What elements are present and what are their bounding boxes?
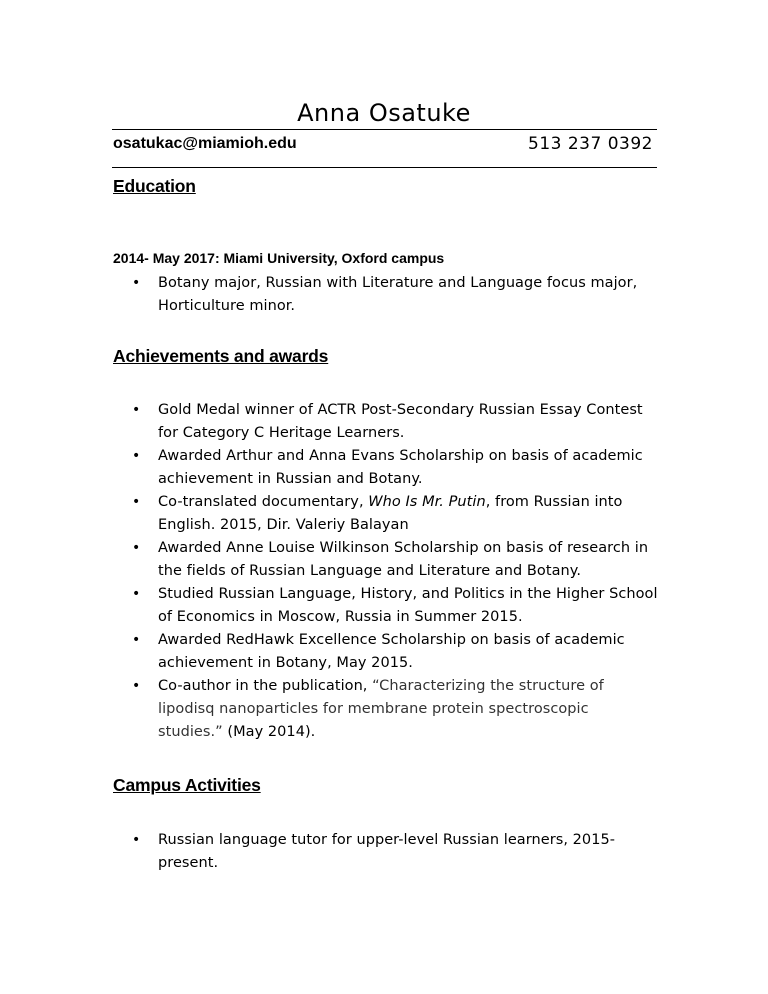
- education-entry: 2014- May 2017: Miami University, Oxford campus: [113, 250, 445, 266]
- documentary-title: Who Is Mr. Putin: [368, 494, 486, 510]
- bullet-icon: •: [132, 586, 141, 602]
- education-heading: Education: [113, 176, 196, 196]
- achievements-heading: Achievements and awards: [113, 346, 329, 366]
- list-item: • Studied Russian Language, History, and Politics in the Higher School of Economics in Moscow, Russia in Summer 2015.: [0, 583, 658, 629]
- list-item: • Co-author in the publication, “Characterizing the structure of lipodisq nanoparticles for membrane protein spectroscopic studies.” (May 2014).: [0, 675, 658, 744]
- list-item: • Awarded RedHawk Excellence Scholarship on basis of academic achievement in Botany, May 2015.: [0, 629, 658, 675]
- top-divider: [112, 129, 657, 130]
- bullet-icon: •: [132, 402, 141, 418]
- bottom-divider: [112, 167, 657, 168]
- bullet-icon: •: [132, 494, 141, 510]
- bullet-icon: •: [132, 832, 141, 848]
- achievements-list: [0, 399, 768, 744]
- publication-title: “Characterizing the structure of lipodisq nanoparticles for membrane protein spectroscopic studies.”: [158, 678, 604, 740]
- list-item: • Botany major, Russian with Literature and Language focus major, Horticulture minor.: [0, 272, 658, 318]
- resume-name: Anna Osatuke: [297, 99, 471, 127]
- list-item: • Awarded Anne Louise Wilkinson Scholarship on basis of research in the fields of Russian Language and Literature and Botany.: [0, 537, 658, 583]
- list-item: • Gold Medal winner of ACTR Post-Secondary Russian Essay Contest for Category C Heritage Learners.: [0, 399, 658, 445]
- bullet-icon: •: [132, 540, 141, 556]
- bullet-icon: •: [132, 678, 141, 694]
- list-item: • Awarded Arthur and Anna Evans Scholarship on basis of academic achievement in Russian and Botany.: [0, 445, 658, 491]
- campus-activities-heading: Campus Activities: [113, 775, 261, 795]
- bullet-icon: •: [132, 275, 141, 291]
- campus-list: [0, 829, 768, 875]
- list-item: • Russian language tutor for upper-level Russian learners, 2015-present.: [0, 829, 658, 875]
- bullet-icon: •: [132, 632, 141, 648]
- bullet-icon: •: [132, 448, 141, 464]
- contact-email[interactable]: osatukac@miamioh.edu: [113, 135, 297, 152]
- education-list: [0, 272, 768, 318]
- list-item: • Co-translated documentary, Who Is Mr. Putin, from Russian into English. 2015, Dir. Valeriy Balayan: [0, 491, 658, 537]
- contact-phone: 513 237 0392: [528, 134, 653, 154]
